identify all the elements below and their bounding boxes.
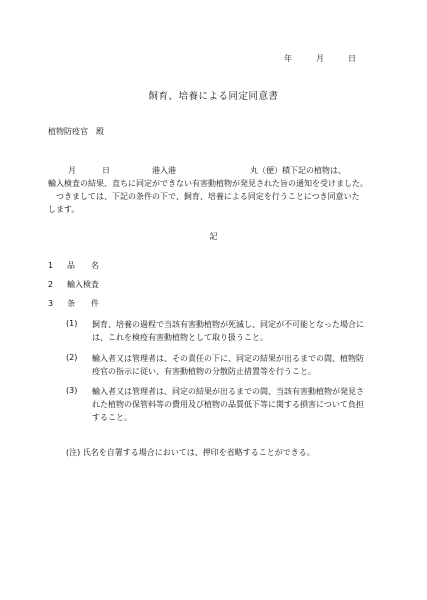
document-title: 飼育、培養による同定同意書 <box>148 91 279 102</box>
condition-line: 疫官の指示に従い、有害動植物の分散防止措置等を行うこと。 <box>92 367 316 376</box>
condition-number: (1) <box>66 319 78 328</box>
body-line-2: 輸入検査の結果、直ちに同定ができない有害動植物が発見された旨の通知を受けました。 <box>48 179 368 188</box>
condition-line: すること。 <box>92 413 132 422</box>
body-line-4: します。 <box>48 205 80 214</box>
entry-port: 港入港 <box>152 166 176 175</box>
entry-month: 月 <box>68 166 76 175</box>
condition-number: (3) <box>66 386 78 395</box>
item-number: 1 <box>48 261 54 270</box>
condition-line: 輸入者又は管理者は、同定の結果が出るまでの間、当該有害動植物が発見さ <box>92 387 364 396</box>
item-label: 条 件 <box>67 299 99 308</box>
condition-line: 輸入者又は管理者は、その責任の下に、同定の結果が出るまでの間、植物防 <box>92 354 364 363</box>
body-line-1 <box>48 165 346 177</box>
date-line <box>284 53 356 65</box>
item-label: 輸入検査 <box>67 280 99 289</box>
addressee: 植物防疫官 殿 <box>48 127 104 136</box>
entry-day: 日 <box>102 166 110 175</box>
condition-text <box>92 352 384 378</box>
item-number: 3 <box>48 299 54 308</box>
condition-text <box>92 318 384 344</box>
year-label: 年 <box>284 54 292 63</box>
condition-line: れた植物の保管料等の費用及び植物の品質低下等に関する損害について負担 <box>92 400 364 409</box>
footnote: (注) 氏名を自署する場合においては、押印を省略することができる。 <box>66 448 315 457</box>
item-label: 品 名 <box>67 261 99 270</box>
condition-line: 飼育、培養の過程で当該有害動植物が死滅し、同定が不可能となった場合に <box>92 320 364 329</box>
item-number: 2 <box>48 280 54 289</box>
item-row <box>48 260 99 272</box>
item-row <box>48 279 99 291</box>
condition-text <box>92 385 384 424</box>
day-label: 日 <box>348 54 356 63</box>
body-line-3: つきましては、下記の条件の下で、飼育、培養による同定を行うことにつき同意いた <box>56 192 360 201</box>
ship-name: 丸（便）積下記の植物は、 <box>250 166 346 175</box>
ki-heading: 記 <box>209 232 218 241</box>
condition-number: (2) <box>66 353 78 362</box>
month-label: 月 <box>316 54 324 63</box>
item-row <box>48 298 99 310</box>
condition-line: は、これを検疫有害動植物として取り扱うこと。 <box>92 333 268 342</box>
